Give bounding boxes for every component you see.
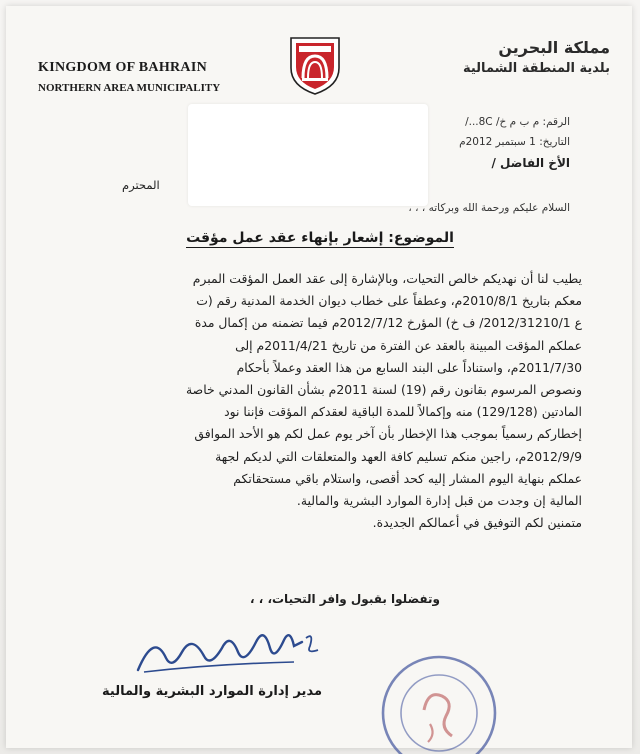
body-line: إخطاركم رسمياً بموجب هذا الإخطار بأن آخر يوم عمل لكم هو الأحد الموافق [194,426,582,442]
body-line: ونصوص المرسوم بقانون رقم (19) لسنة 2011م بشأن القانون المدني خاصة [186,382,582,398]
official-stamp-icon [376,650,502,754]
reference-number: الرقم: م ب م خ/ 8C.../ [465,116,570,128]
body-line: متمنين لكم التوفيق في أعمالكم الجديدة. [372,515,582,531]
body-line: معكم بتاريخ 2010/8/1م، وعطفاً على خطاب ديوان الخدمة المدنية رقم (ت [196,293,582,309]
subject-text: الموضوع: إشعار بإنهاء عقد عمل مؤقت [186,230,454,246]
body-line: المادتين (129/128) منه وإكمالاً للمدة الباقية لعقدكم المؤقت فإننا نود [224,404,582,420]
closing-line: وتفضلوا بقبول وافر التحيات، ، ، [249,592,440,606]
en-municipality: NORTHERN AREA MUNICIPALITY [38,82,221,94]
addressee-label: الأخ الفاضل / [491,156,570,170]
municipality-crest-icon [287,34,343,96]
ar-municipality: بلدية المنطقة الشمالية [462,61,610,76]
en-country: KINGDOM OF BAHRAIN [38,60,207,75]
subject-line [0,230,640,246]
body-line: ع 2012/31210/1/ ف خ) المؤرخ 2012/7/12م فيما تضمنه من إكمال مدة [194,315,582,331]
ar-country: مملكة البحرين [498,38,610,57]
signature-icon [134,612,334,692]
body-line: عملكم المؤقت المبينة بالعقد عن الفترة من تاريخ 2011/4/21م إلى [235,337,582,353]
body-line: عملكم بنهاية اليوم المشار إليه كحد أقصى، واستلام باقي مستحقاتكم [233,470,582,486]
letter-body [92,268,582,534]
body-line: 2011/7/30م، واستناداً على البند السابع من هذا العقد وعملاً بأحكام [236,359,582,375]
letter-date: التاريخ: 1 سبتمبر 2012م [459,136,570,148]
arabic-letterhead [463,38,610,76]
english-letterhead [38,60,220,94]
signatory-title: مدير إدارة الموارد البشرية والمالية [102,684,322,699]
body-line: المالية إن وجدت من قبل إدارة الموارد البشرية والمالية. [296,493,582,509]
body-line: 2012/9/9م، راجين منكم تسليم كافة العهد والمتعلقات التي لديكم لجهة [215,448,582,464]
letter-meta [459,112,570,152]
redacted-area [188,104,428,206]
honorific: المحترم [122,178,160,192]
body-line: يطيب لنا أن نهديكم خالص التحيات، وبالإشارة إلى عقد العمل المؤقت المبرم [192,271,582,286]
greeting: السلام عليكم ورحمة الله وبركاته ، ، ، [408,202,570,214]
